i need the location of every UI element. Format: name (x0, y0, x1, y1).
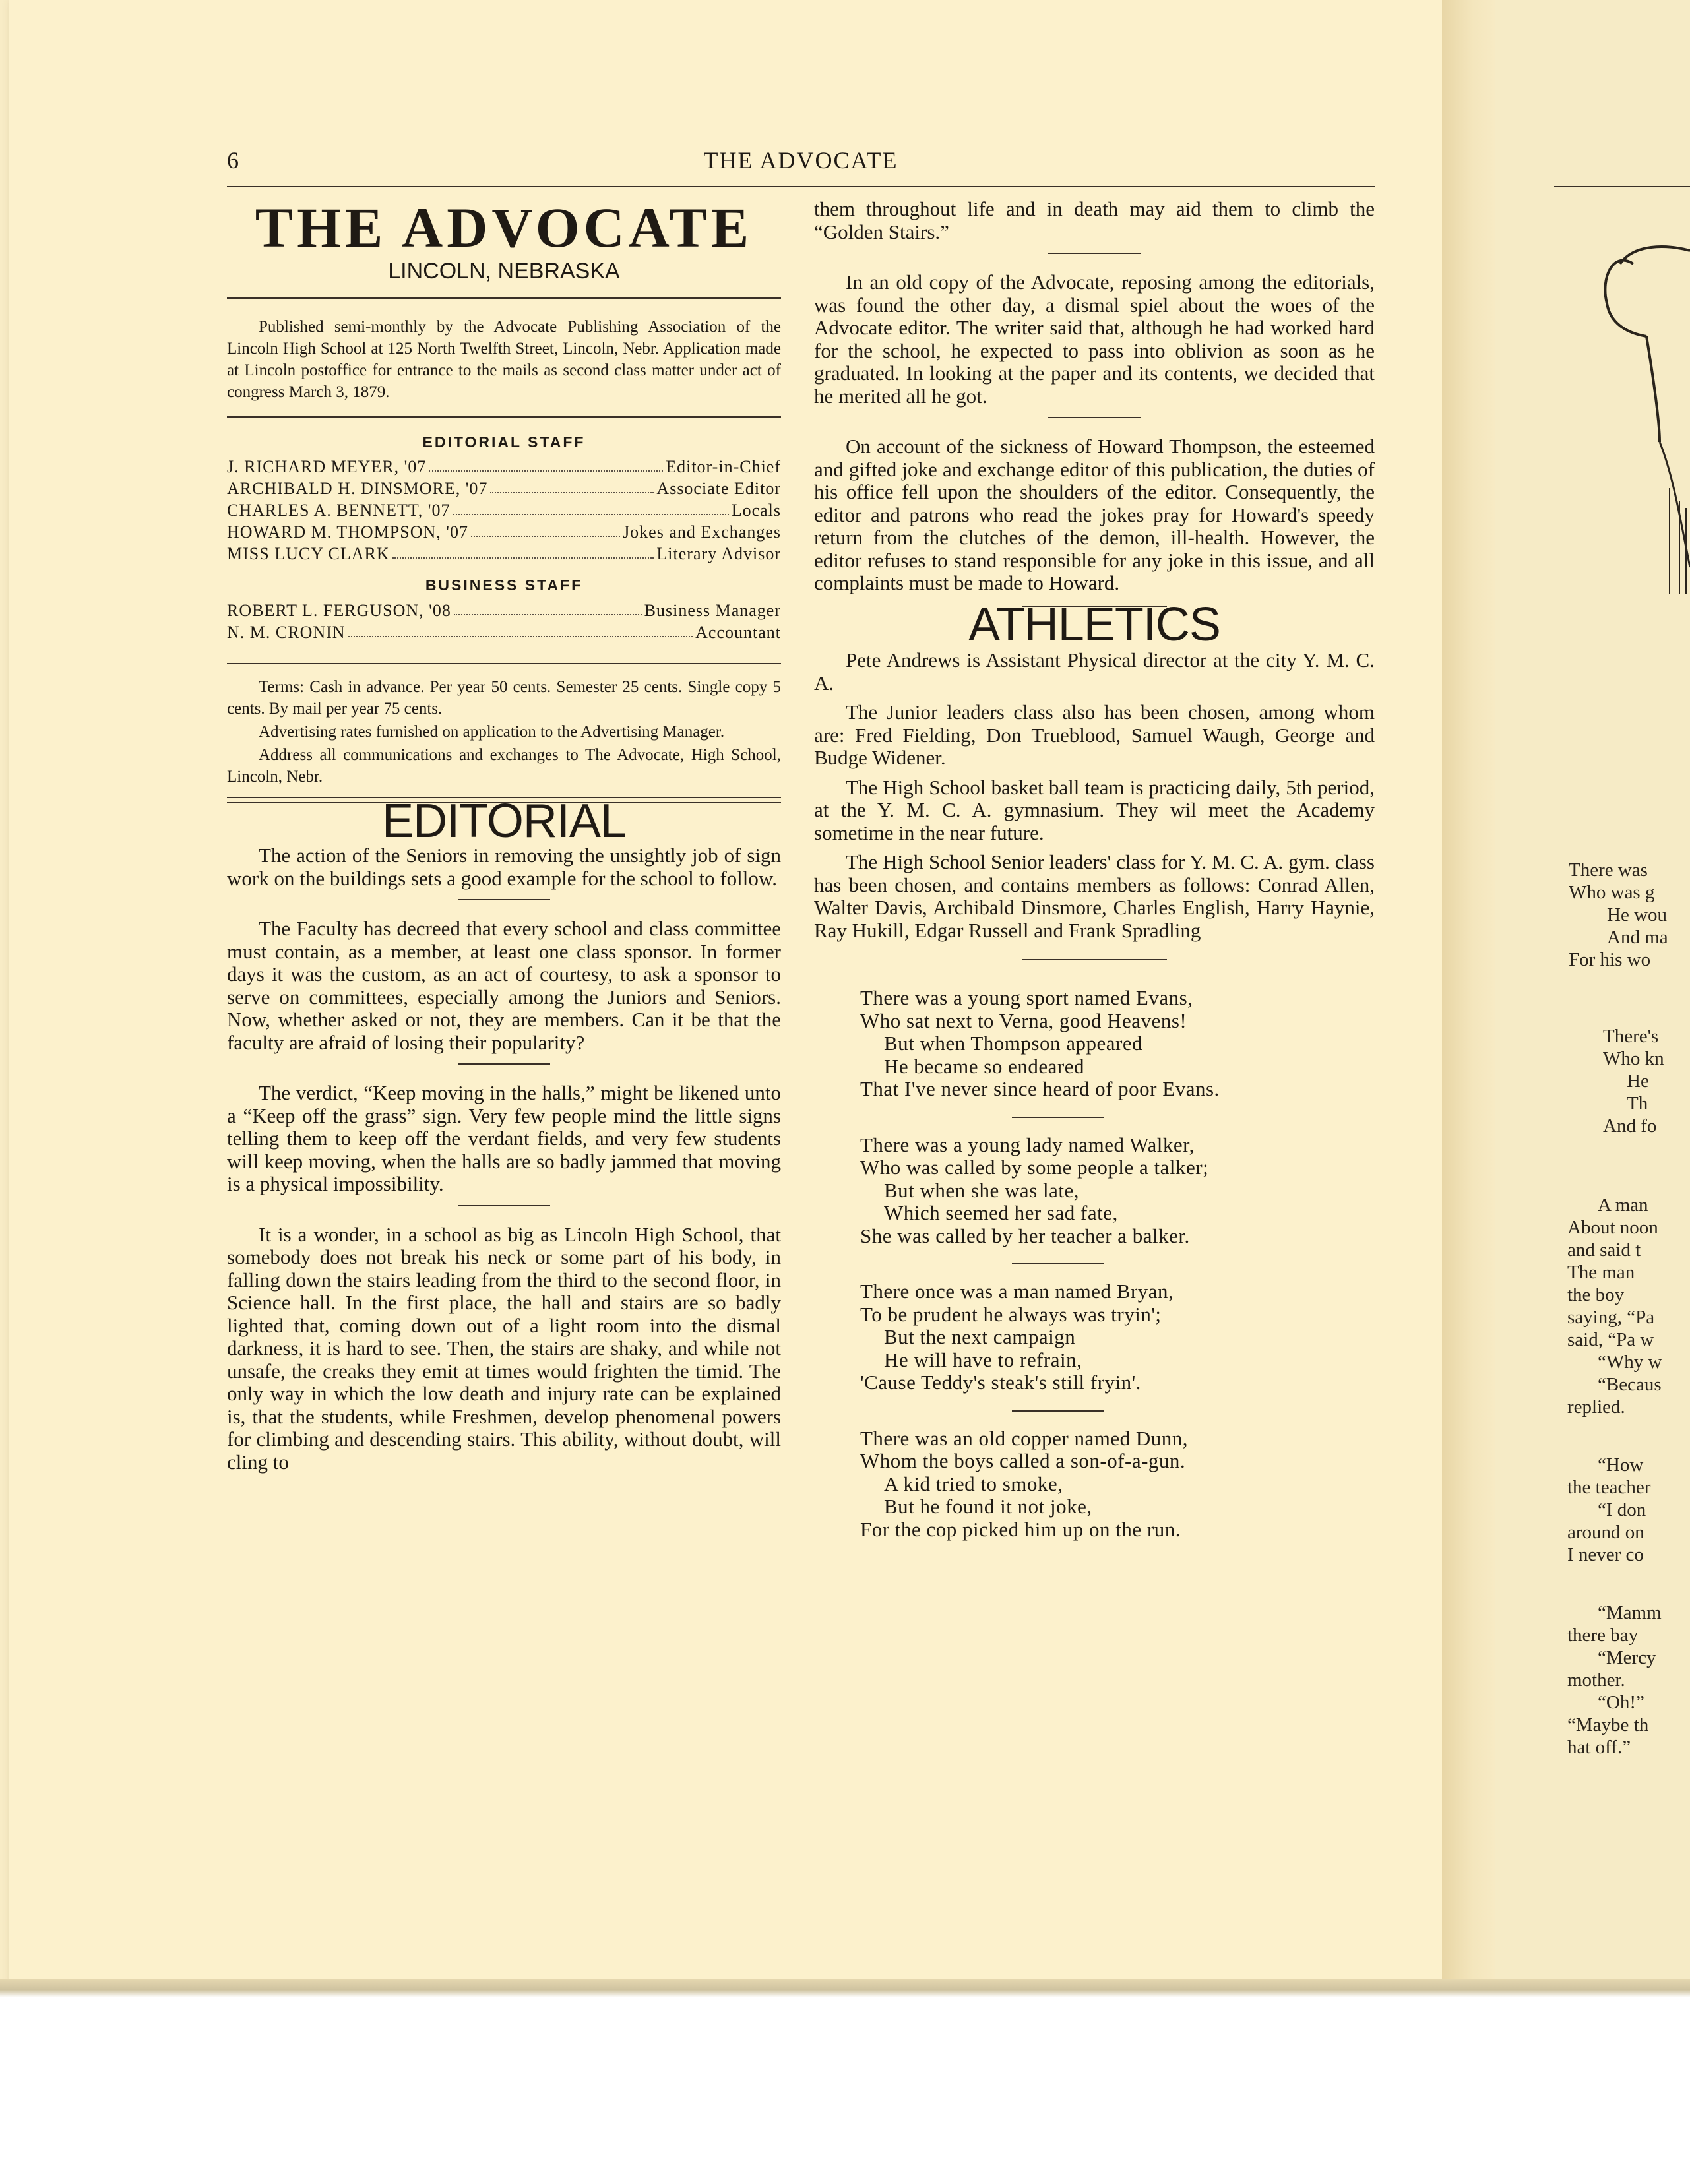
facing-text: saying, “Pa (1567, 1307, 1655, 1328)
terms-line: Terms: Cash in advance. Per year 50 cents. Semester 25 cents. Single copy 5 cents. By mail per year 75 cents. (227, 677, 781, 718)
facing-text: About noon (1567, 1217, 1658, 1238)
staff-row: N. M. CRONIN Accountant (227, 622, 781, 642)
staff-rule-top (227, 416, 781, 418)
facing-text: around on (1567, 1522, 1644, 1543)
facing-text: A man (1598, 1195, 1648, 1216)
editorial-continued: them throughout life and in death may aid them to climb the “Golden Stairs.” (814, 197, 1375, 243)
editorial-paragraph: It is a wonder, in a school as big as Lincoln High School, that somebody does not break his neck or some part of his body, in falling down the stairs leading from the third to the second floor, in Science hall. In the first place, the hall and stairs are so badly lighted that, coming down out of a light room into the dismal darkness, it is hard to see. Then, the stairs are shaky, and while not unsafe, the creaks they emit at times would frighten the timid. The only way in which the low death and injury rate can be explained is, that the students, while Freshmen, develop phenomenal powers for climbing and descending stairs. This ability, without doubt, will cling to (227, 1222, 781, 1474)
limericks (814, 987, 1375, 1541)
facing-text: and said t (1567, 1239, 1641, 1261)
facing-text: there bay (1567, 1625, 1639, 1646)
right-column (814, 198, 1375, 1541)
facing-text: hat off.” (1567, 1737, 1631, 1758)
terms-rule (227, 663, 781, 664)
editorial-paragraph: The verdict, “Keep moving in the halls,” might be likened unto a “Keep off the grass” sign. Very few people mind the little signs telling them to keep off the verdant fields, and very few students will keep moving, when the halls are so badly jammed that moving is a physical impossibility. (227, 1081, 781, 1195)
facing-text: And fo (1603, 1115, 1657, 1137)
limerick: There was a young sport named Evans, Who sat next to Verna, good Heavens! But when Thompson appeared He became so endeared That I've never since heard of poor Evans. (860, 986, 1220, 1100)
limerick: There was an old copper named Dunn, Whom the boys called a son-of-a-gun. A kid tried to smoke, But he found it not joke, For the cop picked him up on the run. (860, 1426, 1188, 1541)
separator (458, 1063, 550, 1065)
terms-block (227, 676, 781, 788)
limerick-rule (1022, 959, 1167, 960)
facing-text: Who was g (1569, 882, 1655, 903)
athletics-heading: ATHLETICS (968, 598, 1220, 651)
facing-text: mother. (1567, 1669, 1625, 1691)
facing-text: Th (1627, 1093, 1648, 1114)
staff-row: J. RICHARD MEYER, '07 Editor-in-Chief (227, 457, 781, 476)
facing-text: I never co (1567, 1544, 1644, 1565)
advertising-line: Advertising rates furnished on application to the Advertising Manager. (259, 722, 725, 741)
facing-page (1495, 0, 1690, 1992)
facing-text: For his wo (1569, 949, 1651, 970)
masthead-rule (227, 297, 781, 299)
left-column (227, 198, 781, 1480)
newspaper-page (9, 0, 1451, 1985)
running-title: THE ADVOCATE (703, 147, 898, 173)
athletics-paragraph: The Junior leaders class also has been chosen, among whom are: Fred Fielding, Don Trueblood, Samuel Waugh, George and Budge Widener. (814, 701, 1375, 769)
facing-header-rule (1554, 186, 1690, 187)
facing-text: He (1627, 1071, 1649, 1092)
facing-text: “I don (1598, 1499, 1646, 1520)
facing-text: The man (1567, 1262, 1635, 1283)
masthead-title: THE ADVOCATE (255, 196, 753, 259)
facing-text: “Oh!” (1598, 1692, 1644, 1713)
editorial-staff-list (227, 456, 781, 565)
publication-note: Published semi-monthly by the Advocate Publishing Association of the Lincoln High School at 125 North Twelfth Street, Lincoln, Nebr. Application made at Lincoln postoffice for entrance to the mails as second class matter under act of congress March 3, 1879. (227, 317, 781, 401)
binding-gutter (1442, 0, 1495, 1985)
business-staff-list (227, 600, 781, 643)
facing-text: There was (1569, 859, 1648, 881)
page-number: 6 (227, 147, 240, 173)
staff-row: CHARLES A. BENNETT, '07 Locals (227, 501, 781, 520)
business-staff-heading: BUSINESS STAFF (425, 577, 583, 594)
athletics-paragraph: The High School basket ball team is practicing daily, 5th period, at the Y. M. C. A. gymnasium. They wil meet the Academy sometime in the near future. (814, 775, 1375, 844)
facing-text: He wou (1607, 904, 1668, 925)
separator (1012, 1263, 1104, 1264)
facing-text: “How (1598, 1454, 1644, 1476)
staff-row: ARCHIBALD H. DINSMORE, '07 Associate Editor (227, 479, 781, 498)
staff-row: MISS LUCY CLARK Literary Advisor (227, 544, 781, 563)
separator (1012, 1117, 1104, 1118)
editorial-paragraph: In an old copy of the Advocate, reposing among the editorials, was found the other day, a dismal spiel about the woes of the Advocate editor. The writer said that, although he had worked hard for the school, he expected to pass into oblivion as soon as he graduated. In looking at the paper and its contents, we decided that he merited all he got. (814, 270, 1375, 408)
facing-text: “Mamm (1598, 1602, 1662, 1623)
editorial-paragraph: On account of the sickness of Howard Thompson, the esteemed and gifted joke and exchange editor of this publication, the duties of his office fell upon the shoulders of the editor. Consequently, the editor and patrons who read the jokes pray for Howard's speedy return from the clutches of the demon, ill-health. However, the editor refuses to stand responsible for any joke in this issue, and all complaints must be made to Howard. (814, 435, 1375, 594)
facing-text: And ma (1607, 927, 1668, 948)
header-rule (227, 186, 1375, 187)
facing-text: the boy (1567, 1284, 1625, 1305)
running-header (227, 146, 1375, 173)
separator (1048, 253, 1141, 254)
staff-row: HOWARD M. THOMPSON, '07 Jokes and Exchanges (227, 522, 781, 542)
separator (1012, 1410, 1104, 1412)
facing-text: “Becaus (1598, 1374, 1662, 1395)
facing-text: Who kn (1603, 1048, 1664, 1069)
masthead-location: LINCOLN, NEBRASKA (388, 259, 620, 284)
editorial-staff-heading: EDITORIAL STAFF (422, 433, 586, 451)
facing-text: “Maybe th (1567, 1714, 1649, 1735)
editorial-paragraph: The Faculty has decreed that every school and class committee must contain, as a member, at least one class sponsor. In former days it was the custom, as an act of courtesy, to ask a sponsor to serve on committees, especially among the Juniors and Seniors. Now, whether asked or not, they are members. Can it be that the faculty are afraid of losing their popularity? (227, 917, 781, 1054)
separator (1048, 417, 1141, 418)
facing-text: There's (1603, 1026, 1659, 1047)
limerick: There once was a man named Bryan, To be prudent he always was tryin'; But the next campaign He will have to refrain, 'Cause Teddy's steak's still fryin'. (860, 1280, 1174, 1394)
page-bottom-edge (0, 1979, 1690, 1997)
facing-illustration (1495, 224, 1690, 686)
editorial-heading: EDITORIAL (382, 794, 626, 848)
facing-text: the teacher (1567, 1477, 1651, 1498)
separator (458, 899, 550, 900)
facing-text: said, “Pa w (1567, 1329, 1654, 1350)
address-line: Address all communications and exchanges to The Advocate, High School, Lincoln, Nebr. (227, 745, 781, 786)
staff-row: ROBERT L. FERGUSON, '08 Business Manager (227, 600, 781, 620)
facing-text: “Why w (1598, 1352, 1662, 1373)
facing-text: “Mercy (1598, 1647, 1656, 1668)
facing-text: replied. (1567, 1396, 1625, 1418)
editorial-paragraph: The action of the Seniors in removing the unsightly job of sign work on the buildings sets a good example for the school to follow. (227, 844, 781, 890)
athletics-paragraph: Pete Andrews is Assistant Physical director at the city Y. M. C. A. (814, 648, 1375, 695)
separator (458, 1205, 550, 1206)
limerick: There was a young lady named Walker, Who was called by some people a talker; But when she was late, Which seemed her sad fate, She was called by her teacher a balker. (860, 1133, 1209, 1247)
athletics-paragraph: The High School Senior leaders' class for Y. M. C. A. gym. class has been chosen, and contains members as follows: Conrad Allen, Walter Davis, Archibald Dinsmore, Charles English, Harry Haynie, Ray Hukill, Edgar Russell and Frank Spradling (814, 850, 1375, 942)
